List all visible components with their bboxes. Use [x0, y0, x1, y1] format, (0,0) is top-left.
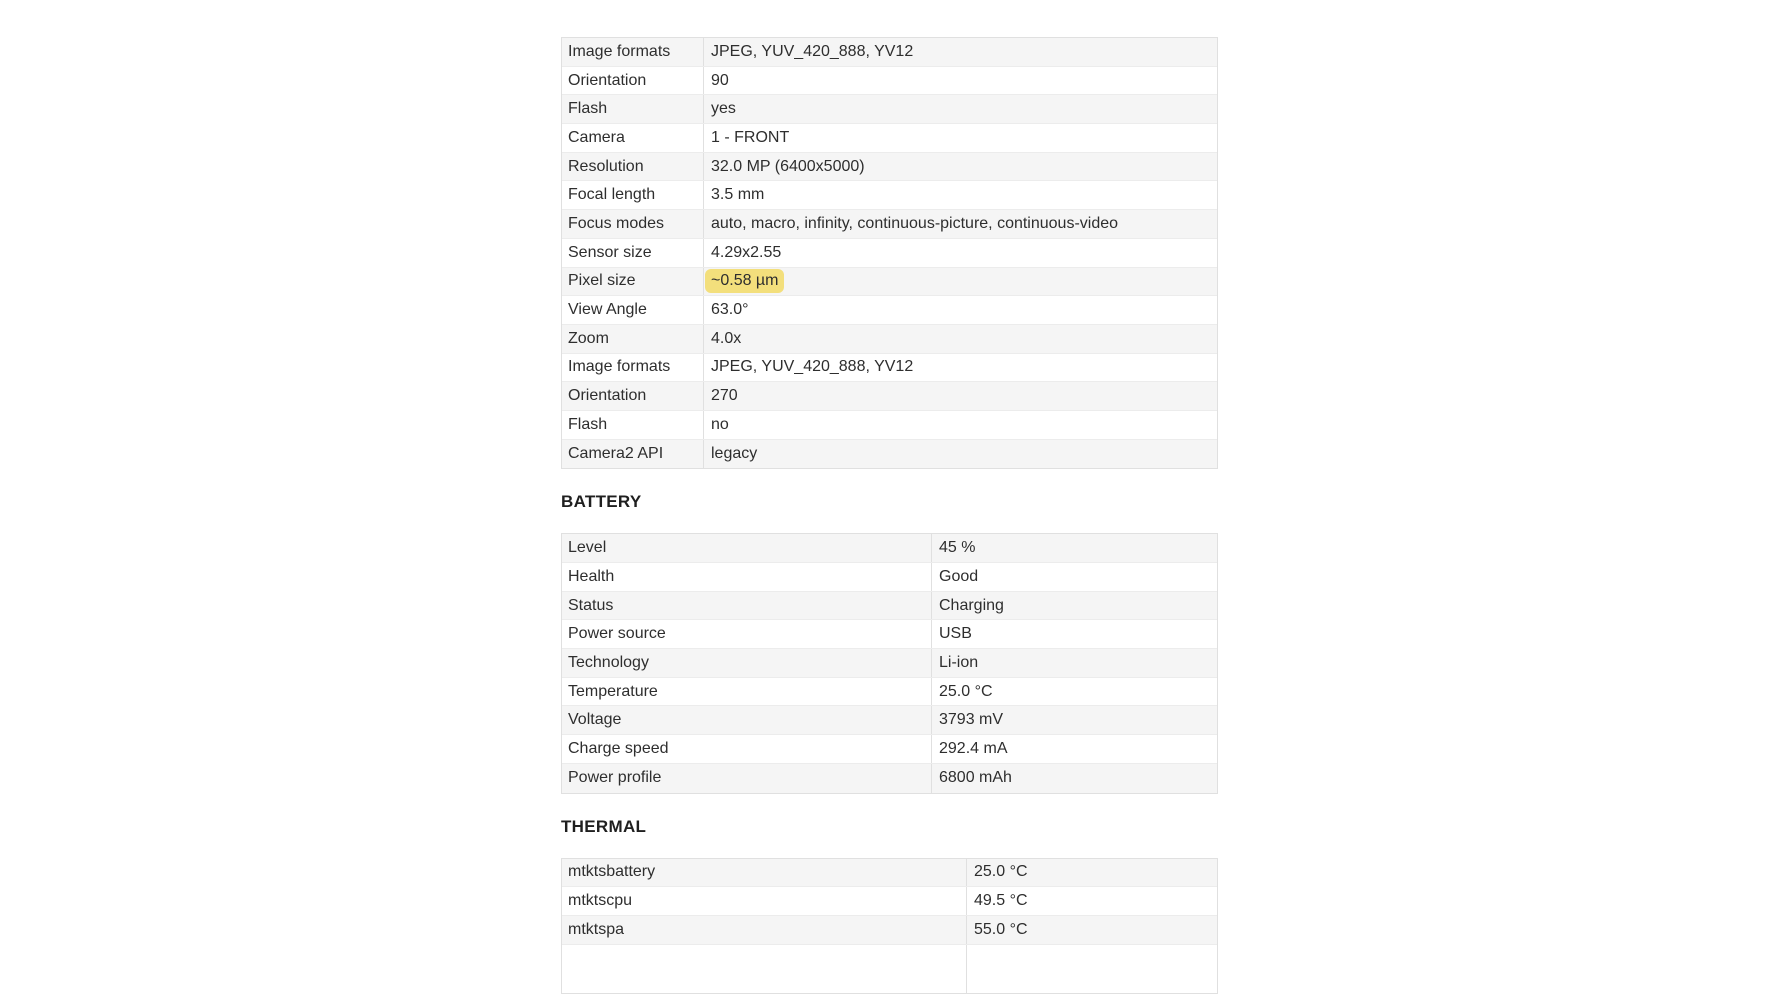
highlight-mark: ~0.58 µm	[705, 269, 784, 293]
row-value: 25.0 °C	[966, 859, 1217, 887]
battery-section	[561, 492, 1218, 793]
row-value	[703, 268, 1217, 296]
table-row	[562, 859, 1217, 888]
row-value: 1 - FRONT	[703, 124, 1217, 152]
table-row	[562, 706, 1217, 735]
row-label: Zoom	[568, 329, 609, 347]
thermal-spec-table	[561, 858, 1218, 994]
row-label: Technology	[568, 653, 649, 671]
row-label: Camera	[568, 128, 625, 146]
row-label: Focal length	[568, 186, 656, 204]
table-row	[562, 764, 1217, 793]
row-label: mtktscpu	[568, 892, 633, 910]
row-value: yes	[703, 95, 1217, 123]
row-label: Power profile	[568, 769, 662, 787]
row-value: JPEG, YUV_420_888, YV12	[703, 38, 1217, 66]
table-row	[562, 916, 1217, 945]
row-value: 63.0°	[703, 296, 1217, 324]
table-row	[562, 67, 1217, 96]
row-label: Image formats	[568, 42, 671, 60]
row-label: Resolution	[568, 157, 644, 175]
row-label: Charge speed	[568, 739, 669, 757]
table-row	[562, 592, 1217, 621]
row-value: Li-ion	[931, 649, 1217, 677]
table-row	[562, 153, 1217, 182]
row-label: mtktspa	[568, 920, 625, 938]
table-row	[562, 678, 1217, 707]
row-value: JPEG, YUV_420_888, YV12	[703, 354, 1217, 382]
row-label: Flash	[568, 100, 608, 118]
camera-section	[561, 37, 1218, 469]
row-label: Orientation	[568, 71, 647, 89]
camera-spec-table	[561, 37, 1218, 469]
row-label: Flash	[568, 415, 608, 433]
table-row	[562, 735, 1217, 764]
row-value: 25.0 °C	[931, 678, 1217, 706]
table-row	[562, 210, 1217, 239]
row-value: 3.5 mm	[703, 181, 1217, 209]
row-label: Focus modes	[568, 214, 665, 232]
row-label: Voltage	[568, 711, 622, 729]
row-value: no	[703, 411, 1217, 439]
row-label: Power source	[568, 625, 666, 643]
thermal-section-heading: THERMAL	[561, 816, 647, 836]
table-row	[562, 649, 1217, 678]
row-label: mtktsbattery	[568, 863, 656, 881]
row-value: 4.0x	[703, 325, 1217, 353]
row-value: 55.0 °C	[966, 916, 1217, 944]
row-value: 292.4 mA	[931, 735, 1217, 763]
table-row	[562, 440, 1217, 469]
row-value: USB	[931, 620, 1217, 648]
table-row	[562, 296, 1217, 325]
row-label: Pixel size	[568, 272, 636, 290]
row-value	[966, 945, 1217, 993]
row-value: 6800 mAh	[931, 764, 1217, 793]
battery-section-heading: BATTERY	[561, 492, 642, 512]
table-row	[562, 887, 1217, 916]
row-value: Good	[931, 563, 1217, 591]
table-row	[562, 411, 1217, 440]
row-label: Sensor size	[568, 243, 652, 261]
row-value: 32.0 MP (6400x5000)	[703, 153, 1217, 181]
row-value: 270	[703, 382, 1217, 410]
table-row	[562, 95, 1217, 124]
table-row	[562, 945, 1217, 993]
table-row	[562, 382, 1217, 411]
row-value: 3793 mV	[931, 706, 1217, 734]
row-label: Status	[568, 596, 614, 614]
row-label: Health	[568, 567, 615, 585]
row-label: Camera2 API	[568, 444, 664, 462]
row-label: View Angle	[568, 301, 647, 319]
row-value: 45 %	[931, 534, 1217, 562]
battery-spec-table	[561, 533, 1218, 793]
row-label: Orientation	[568, 387, 647, 405]
row-value: 49.5 °C	[966, 887, 1217, 915]
table-row	[562, 620, 1217, 649]
table-row	[562, 354, 1217, 383]
row-value: 4.29x2.55	[703, 239, 1217, 267]
table-row	[562, 534, 1217, 563]
row-value: 90	[703, 67, 1217, 95]
table-row	[562, 181, 1217, 210]
row-label	[562, 945, 966, 993]
table-row	[562, 239, 1217, 268]
table-row	[562, 38, 1217, 67]
table-row	[562, 563, 1217, 592]
row-label: Level	[568, 539, 607, 557]
device-info-content	[561, 37, 1218, 994]
row-label: Image formats	[568, 358, 671, 376]
table-row	[562, 268, 1217, 297]
row-value: Charging	[931, 592, 1217, 620]
row-value: auto, macro, infinity, continuous-picture, continuous-video	[703, 210, 1217, 238]
thermal-section	[561, 817, 1218, 994]
row-label: Temperature	[568, 682, 658, 700]
table-row	[562, 325, 1217, 354]
row-value: legacy	[703, 440, 1217, 469]
table-row	[562, 124, 1217, 153]
